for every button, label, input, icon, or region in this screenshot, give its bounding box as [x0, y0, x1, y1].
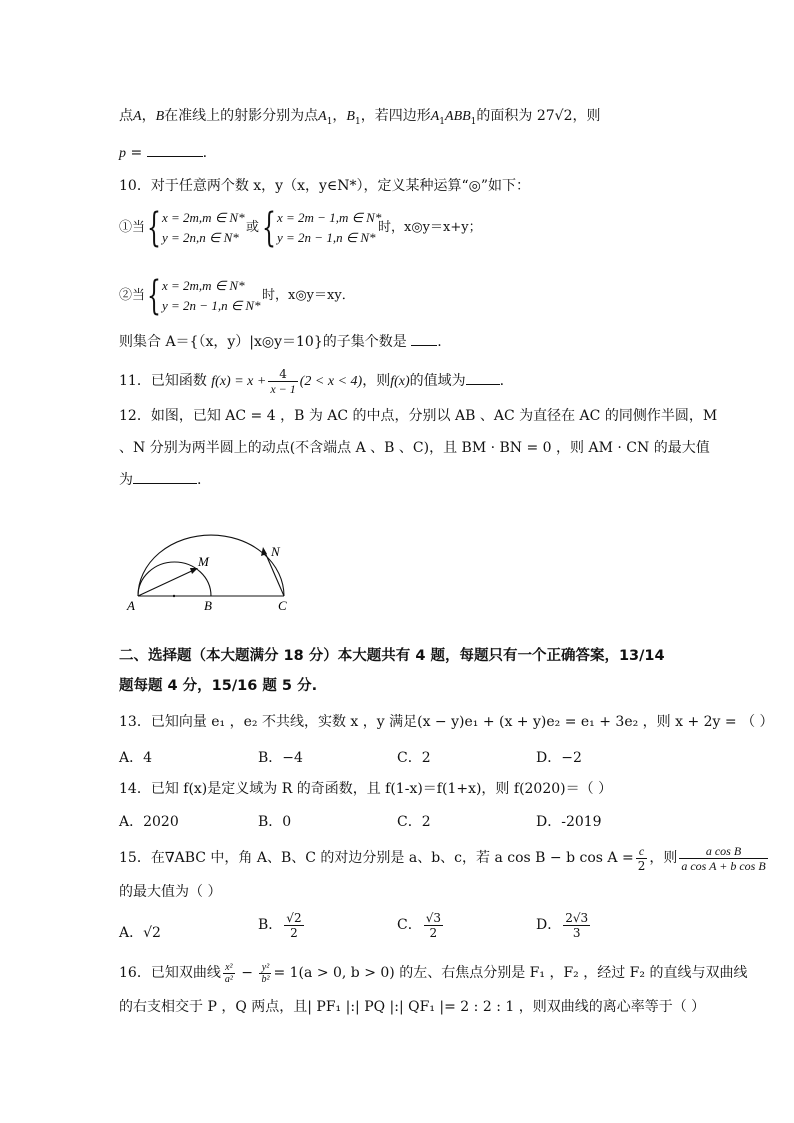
q15-opt-frac	[424, 911, 443, 940]
q16-frac1-num: x²	[223, 962, 235, 974]
q10-case1-label: ①当	[119, 220, 146, 235]
q9-line2	[119, 143, 207, 163]
q15-opt-num: 2√3	[565, 910, 589, 925]
vector-am	[138, 569, 196, 596]
q9-text: A	[318, 109, 327, 124]
q11-fraction	[268, 367, 297, 396]
q9-text: B	[155, 109, 165, 124]
q10-intro: 10．对于任意两个数 x，y（x，y∈N*），定义某种运算“◎”如下：	[119, 178, 531, 194]
q14-option-a[interactable]: A．2020	[119, 814, 179, 830]
semicircle-figure	[118, 524, 298, 616]
center-dot	[173, 595, 175, 597]
q14-stem: 14．已知 f(x)是定义域为 R 的奇函数，且 f(1-x)＝f(1+x)，则 f(2020)＝（ ）	[119, 781, 613, 797]
q10-case1-b2: y = 2n − 1,n ∈ N*	[277, 230, 376, 245]
q15-opt-num: √2	[286, 910, 302, 925]
label-c: C	[278, 598, 287, 613]
q12-line3	[119, 470, 201, 489]
q15-line2: 的最大值为（ ）	[119, 884, 222, 900]
q9-text: ，若四边形	[360, 108, 431, 124]
q16-frac2-den: b²	[261, 973, 270, 985]
q9-text: ABB	[445, 109, 471, 124]
answer-blank[interactable]	[466, 371, 500, 385]
q10-case1-or: 或	[246, 220, 260, 235]
q14-option-b[interactable]: B．0	[258, 814, 292, 830]
large-semicircle	[138, 535, 284, 596]
q15-opt-frac	[284, 911, 303, 940]
q9-text: 在准线上的射影分别为点	[164, 108, 319, 124]
q9-text: 1	[470, 116, 477, 127]
q10-case1-a2: y = 2n,n ∈ N*	[162, 230, 239, 245]
q16-frac2	[259, 962, 271, 985]
q15-stem	[119, 842, 770, 874]
q10-case1-tail: 时，x◎y＝x+y；	[378, 220, 482, 235]
q15-opt-label: A．	[119, 925, 144, 941]
arrowhead-m-icon	[190, 568, 198, 574]
q12-line2: 、N 分别为两半圆上的动点(不含端点 A 、B 、C)，且 BM · BN = 0 ，则 AM · CN 的最大值	[119, 440, 710, 456]
q10-case2-label: ②当	[119, 288, 146, 303]
q15-frac2-num: a cos B	[679, 844, 767, 859]
q9-text: ，	[332, 108, 347, 124]
q9-text: A	[430, 109, 440, 124]
q9-text: 1	[439, 116, 446, 127]
q11-num: 4	[268, 367, 297, 382]
q13-option-a[interactable]: A．4	[119, 750, 153, 766]
label-n: N	[271, 544, 280, 559]
q11-end: .	[499, 373, 505, 389]
q11-prefix: 11．已知函数	[119, 373, 207, 389]
q13-option-b[interactable]: B．−4	[258, 750, 303, 766]
q15-frac2	[679, 844, 767, 873]
q11-mid: ，则	[362, 373, 391, 389]
q16-stem	[119, 958, 747, 988]
q15-opt-frac	[563, 911, 590, 940]
q11-tail: 的值域为	[409, 373, 466, 389]
q15-opt-label: C．	[397, 917, 422, 933]
q10-case2-tail: 时，x◎y＝xy．	[262, 288, 355, 303]
q11-line	[119, 366, 504, 397]
q15-opt-value: √2	[143, 925, 161, 941]
q16-minus: −	[236, 965, 258, 981]
q9-text: 1	[354, 116, 361, 127]
q10-case1-a1: x = 2m,m ∈ N*	[162, 210, 245, 225]
q9-text: B	[346, 109, 355, 124]
q12-end: .	[197, 472, 202, 488]
q16-frac1-den: a²	[224, 973, 233, 985]
answer-blank[interactable]	[411, 332, 437, 346]
q13-option-c[interactable]: C．2	[397, 750, 431, 766]
q11-fx2: f(x)	[390, 374, 410, 389]
q10-case2-a2: y = 2n − 1,n ∈ N*	[162, 298, 261, 313]
q9-text: ，	[141, 108, 156, 124]
q16-frac2-num: y²	[259, 962, 271, 974]
q15-stem-a: 15．在∇ABC 中，角 A、B、C 的对边分别是 a、b、c，若 a cos B − b cos A =	[119, 850, 634, 866]
q15-option-d[interactable]	[536, 910, 592, 940]
q9-text: 点	[119, 108, 133, 124]
label-b: B	[204, 598, 212, 613]
q13-stem: 13．已知向量 e₁ ，e₂ 不共线，实数 x ，y 满足(x − y)e₁ + (x + y)e₂ = e₁ + 3e₂ ，则 x + 2y = （ ）	[119, 714, 774, 730]
label-m: M	[198, 554, 209, 569]
q9-text: 的面积为 27	[476, 108, 555, 124]
q16-frac1	[223, 962, 235, 985]
q15-option-b[interactable]	[258, 910, 306, 940]
section2-line1: 二、选择题（本大题满分 18 分）本大题共有 4 题，每题只有一个正确答案，13/14	[119, 648, 665, 664]
q15-opt-label: D．	[536, 917, 562, 933]
answer-blank[interactable]	[147, 143, 203, 157]
q10-question	[119, 332, 442, 351]
q15-frac1-den: 2	[637, 858, 646, 873]
q15-option-a[interactable]	[119, 918, 161, 948]
q15-stem-b: ，则	[649, 850, 678, 866]
q15-opt-den: 2	[429, 925, 438, 940]
q15-frac2-den: a cos A + b cos B	[681, 858, 766, 873]
brace-icon: {	[147, 205, 161, 251]
q14-option-c[interactable]: C．2	[397, 814, 431, 830]
brace-icon: {	[147, 273, 161, 319]
q16-line2: 的右支相交于 P ，Q 两点，且| PF₁ |:| PQ |:| QF₁ |= 2 : 2 : 1 ，则双曲线的离心率等于（ ）	[119, 999, 706, 1015]
q9-text: ，则	[572, 108, 601, 124]
q9-text: A	[133, 109, 142, 124]
q10-question-text: 则集合 A＝{（x，y）|x◎y＝10}的子集个数是	[119, 334, 407, 350]
brace-icon: {	[262, 205, 276, 251]
q9-eq: =	[126, 145, 147, 161]
q10-end: .	[437, 334, 442, 350]
q15-opt-label: B．	[258, 917, 283, 933]
q11-cond: (2 < x < 4)	[299, 374, 363, 389]
q9-text: √2	[554, 108, 573, 124]
q15-opt-num: √3	[425, 910, 441, 925]
q11-fx: f(x) = x +	[211, 374, 267, 389]
section2-line2: 题每题 4 分，15/16 题 5 分.	[119, 678, 318, 694]
q9-line1	[119, 107, 601, 131]
q15-opt-den: 2	[290, 925, 298, 940]
q12-prefix: 为	[119, 472, 133, 488]
q15-frac1	[636, 844, 648, 873]
q9-text: 1	[326, 116, 333, 127]
q16-stem-a: 16．已知双曲线	[119, 965, 221, 981]
q15-option-c[interactable]	[397, 910, 445, 940]
q16-stem-b: = 1(a > 0, b > 0) 的左、右焦点分别是 F₁ ，F₂ ，经过 F₂ 的直线与双曲线	[273, 965, 748, 981]
q9-var-p: p	[119, 146, 126, 161]
q10-case2-a1: x = 2m,m ∈ N*	[162, 278, 245, 293]
q14-option-d[interactable]: D．-2019	[536, 814, 602, 830]
q15-frac1-num: c	[636, 844, 648, 859]
q15-opt-den: 3	[572, 925, 581, 940]
q13-option-d[interactable]: D．−2	[536, 750, 582, 766]
q10-case1-b1: x = 2m − 1,m ∈ N*	[277, 210, 382, 225]
label-a: A	[127, 598, 135, 613]
q12-line1: 12．如图，已知 AC = 4 ，B 为 AC 的中点，分别以 AB 、AC 为直径在 AC 的同侧作半圆，M	[119, 408, 718, 424]
answer-blank[interactable]	[133, 470, 197, 484]
q9-end: .	[202, 145, 208, 161]
q11-den: x − 1	[270, 381, 296, 396]
